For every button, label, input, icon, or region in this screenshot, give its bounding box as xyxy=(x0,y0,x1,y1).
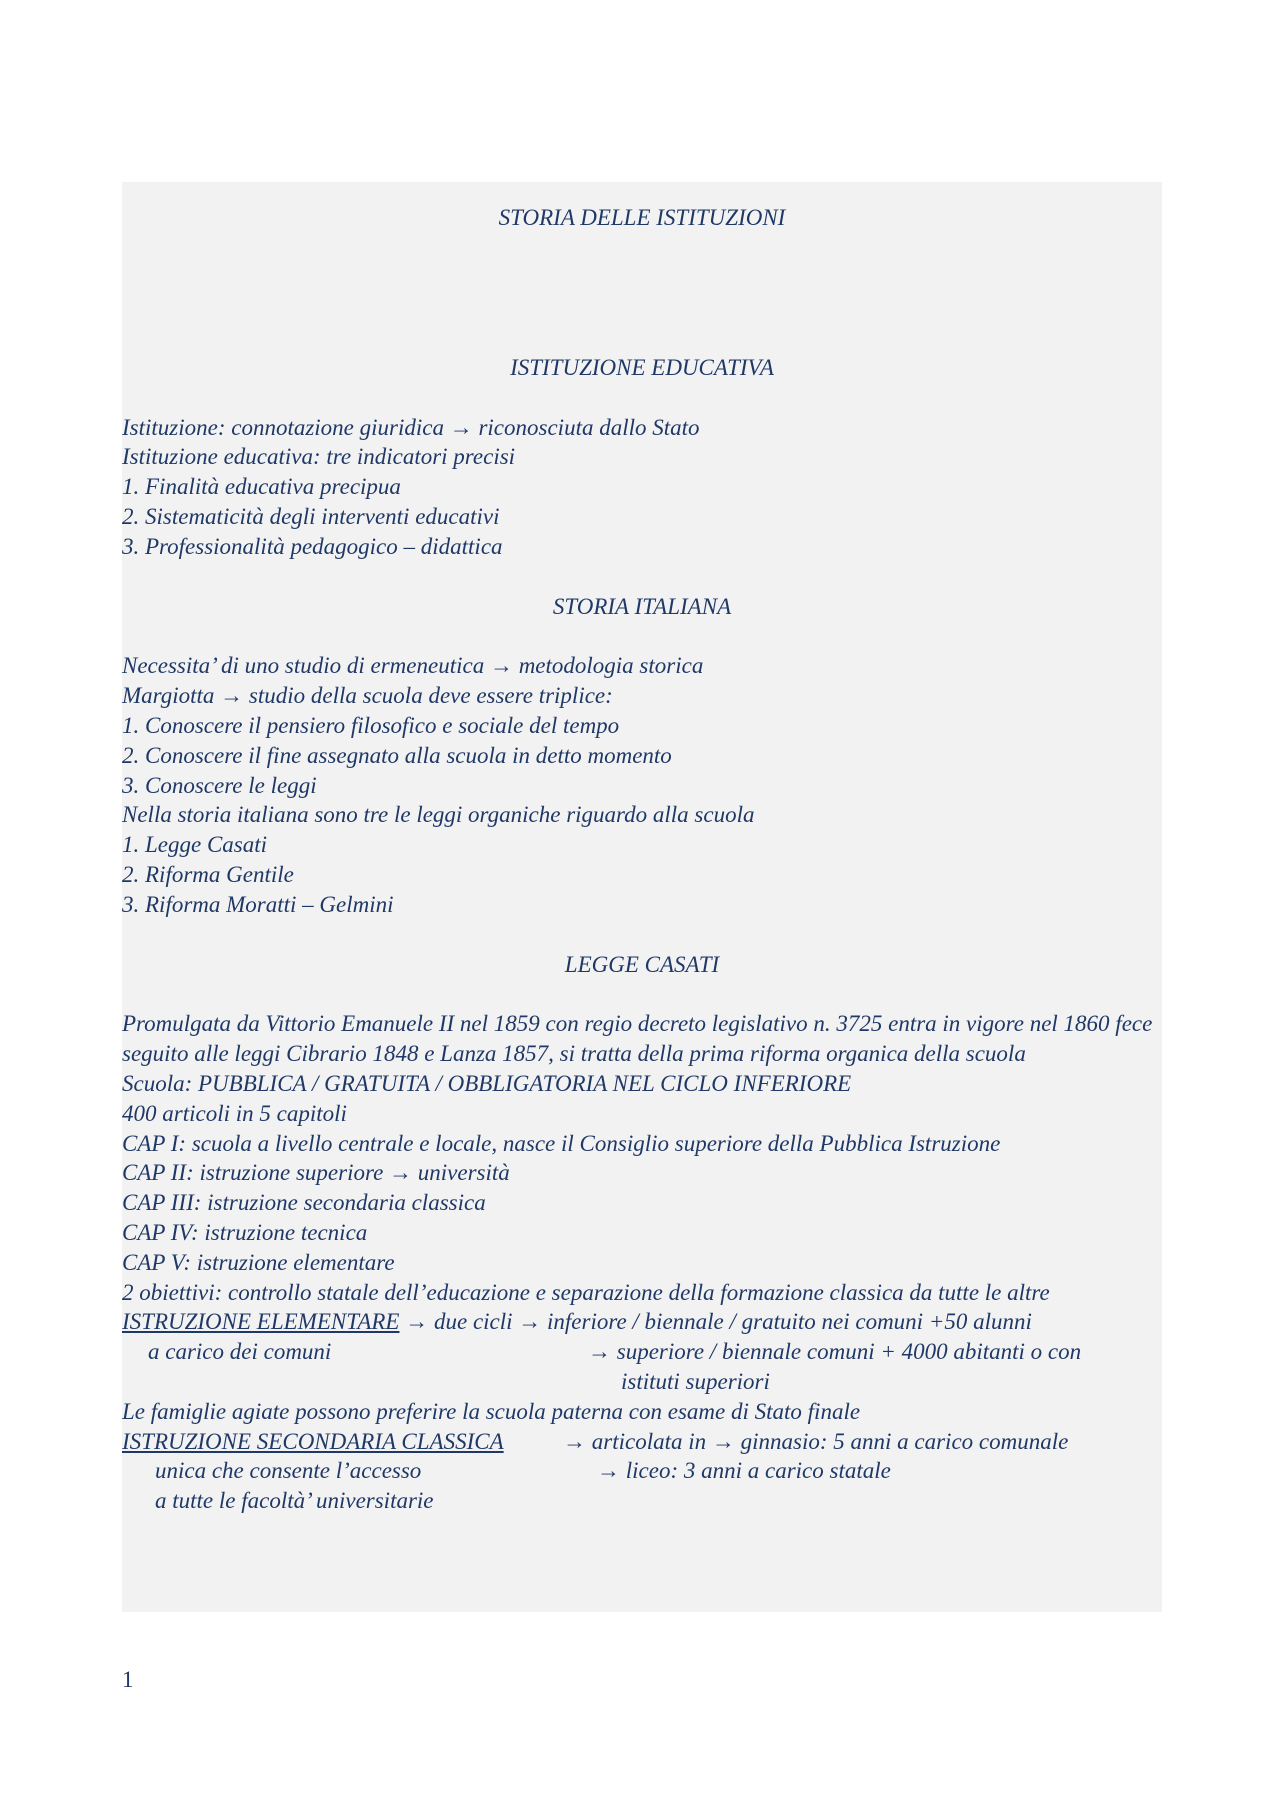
classica-line-3 xyxy=(122,1486,1162,1516)
elementare-line-3 xyxy=(122,1367,1162,1397)
text-line: Istituzione: connotazione giuridica → riconosciuta dallo Stato xyxy=(122,414,700,440)
list-item: 1. Finalità educativa precipua xyxy=(122,474,401,500)
text-line: CAP I: scuola a livello centrale e locale, nasce il Consiglio superiore della Pubblica Istruzione xyxy=(122,1130,1001,1156)
page-number: 1 xyxy=(122,1667,134,1692)
text-line: Istituzione educativa: tre indicatori precisi xyxy=(122,444,516,470)
classica-line-1 xyxy=(122,1427,1162,1457)
classica-accesso: unica che consente l’accesso xyxy=(155,1458,422,1484)
list-item: 3. Professionalità pedagogico – didattica xyxy=(122,533,503,559)
classica-articolata: → articolata in → ginnasio: 5 anni a carico comunale xyxy=(563,1428,1069,1454)
text-line: Margiotta → studio della scuola deve essere triplice: xyxy=(122,683,613,709)
text-line: Necessita’ di uno studio di ermeneutica → metodologia storica xyxy=(122,653,704,679)
section-heading-istituzione-educativa: ISTITUZIONE EDUCATIVA xyxy=(510,354,774,380)
classica-facolta: a tutte le facoltà’ universitarie xyxy=(155,1488,434,1514)
text-line: CAP V: istruzione elementare xyxy=(122,1249,395,1275)
list-item: 3. Conoscere le leggi xyxy=(122,772,317,798)
paragraph-promulgata: Promulgata da Vittorio Emanuele II nel 1859 con regio decreto legislativo n. 3725 entra in vigore nel 1860 fece seguito alle leggi Cibrario 1848 e Lanza 1857, si tratta della prima riforma organica della scuola xyxy=(122,1011,1153,1067)
text-line: CAP IV: istruzione tecnica xyxy=(122,1219,368,1245)
underlined-label-classica: ISTRUZIONE SECONDARIA CLASSICA xyxy=(122,1428,504,1454)
text-line: CAP II: istruzione superiore → università xyxy=(122,1160,510,1186)
text-line: Nella storia italiana sono tre le leggi organiche riguardo alla scuola xyxy=(122,802,755,828)
document-title: STORIA DELLE ISTITUZIONI xyxy=(498,205,786,230)
section-heading-legge-casati: LEGGE CASATI xyxy=(564,951,720,977)
elementare-cycles: → due cicli → inferiore / biennale / gratuito nei comuni +50 alunni xyxy=(399,1309,1032,1335)
elementare-carico: a carico dei comuni xyxy=(148,1339,332,1365)
text-line: Scuola: PUBBLICA / GRATUITA / OBBLIGATORIA NEL CICLO INFERIORE xyxy=(122,1070,852,1096)
elementare-line-2 xyxy=(122,1337,1162,1367)
classica-line-2 xyxy=(122,1456,1162,1486)
text-line: Le famiglie agiate possono preferire la scuola paterna con esame di Stato finale xyxy=(122,1398,861,1424)
list-item: 2. Conoscere il fine assegnato alla scuola in detto momento xyxy=(122,742,672,768)
underlined-label-elementare: ISTRUZIONE ELEMENTARE xyxy=(122,1309,400,1335)
list-item: 1. Conoscere il pensiero filosofico e sociale del tempo xyxy=(122,712,620,738)
paragraph-obiettivi: 2 obiettivi: controllo statale dell’educazione e separazione della formazione classica da tutte le altre xyxy=(122,1279,1050,1305)
list-item: 1. Legge Casati xyxy=(122,832,268,858)
elementare-line-1 xyxy=(122,1307,1162,1337)
list-item: 2. Riforma Gentile xyxy=(122,861,294,887)
classica-liceo: → liceo: 3 anni a carico statale xyxy=(597,1458,891,1484)
text-line: CAP III: istruzione secondaria classica xyxy=(122,1190,486,1216)
elementare-istituti: istituti superiori xyxy=(621,1368,770,1394)
elementare-superiore: → superiore / biennale comuni + 4000 abitanti o con xyxy=(588,1339,1082,1365)
document-body xyxy=(122,182,1162,1516)
section-heading-storia-italiana: STORIA ITALIANA xyxy=(552,593,732,619)
list-item: 2. Sistematicità degli interventi educativi xyxy=(122,503,500,529)
list-item: 3. Riforma Moratti – Gelmini xyxy=(122,891,394,917)
text-line: 400 articoli in 5 capitoli xyxy=(122,1100,347,1126)
